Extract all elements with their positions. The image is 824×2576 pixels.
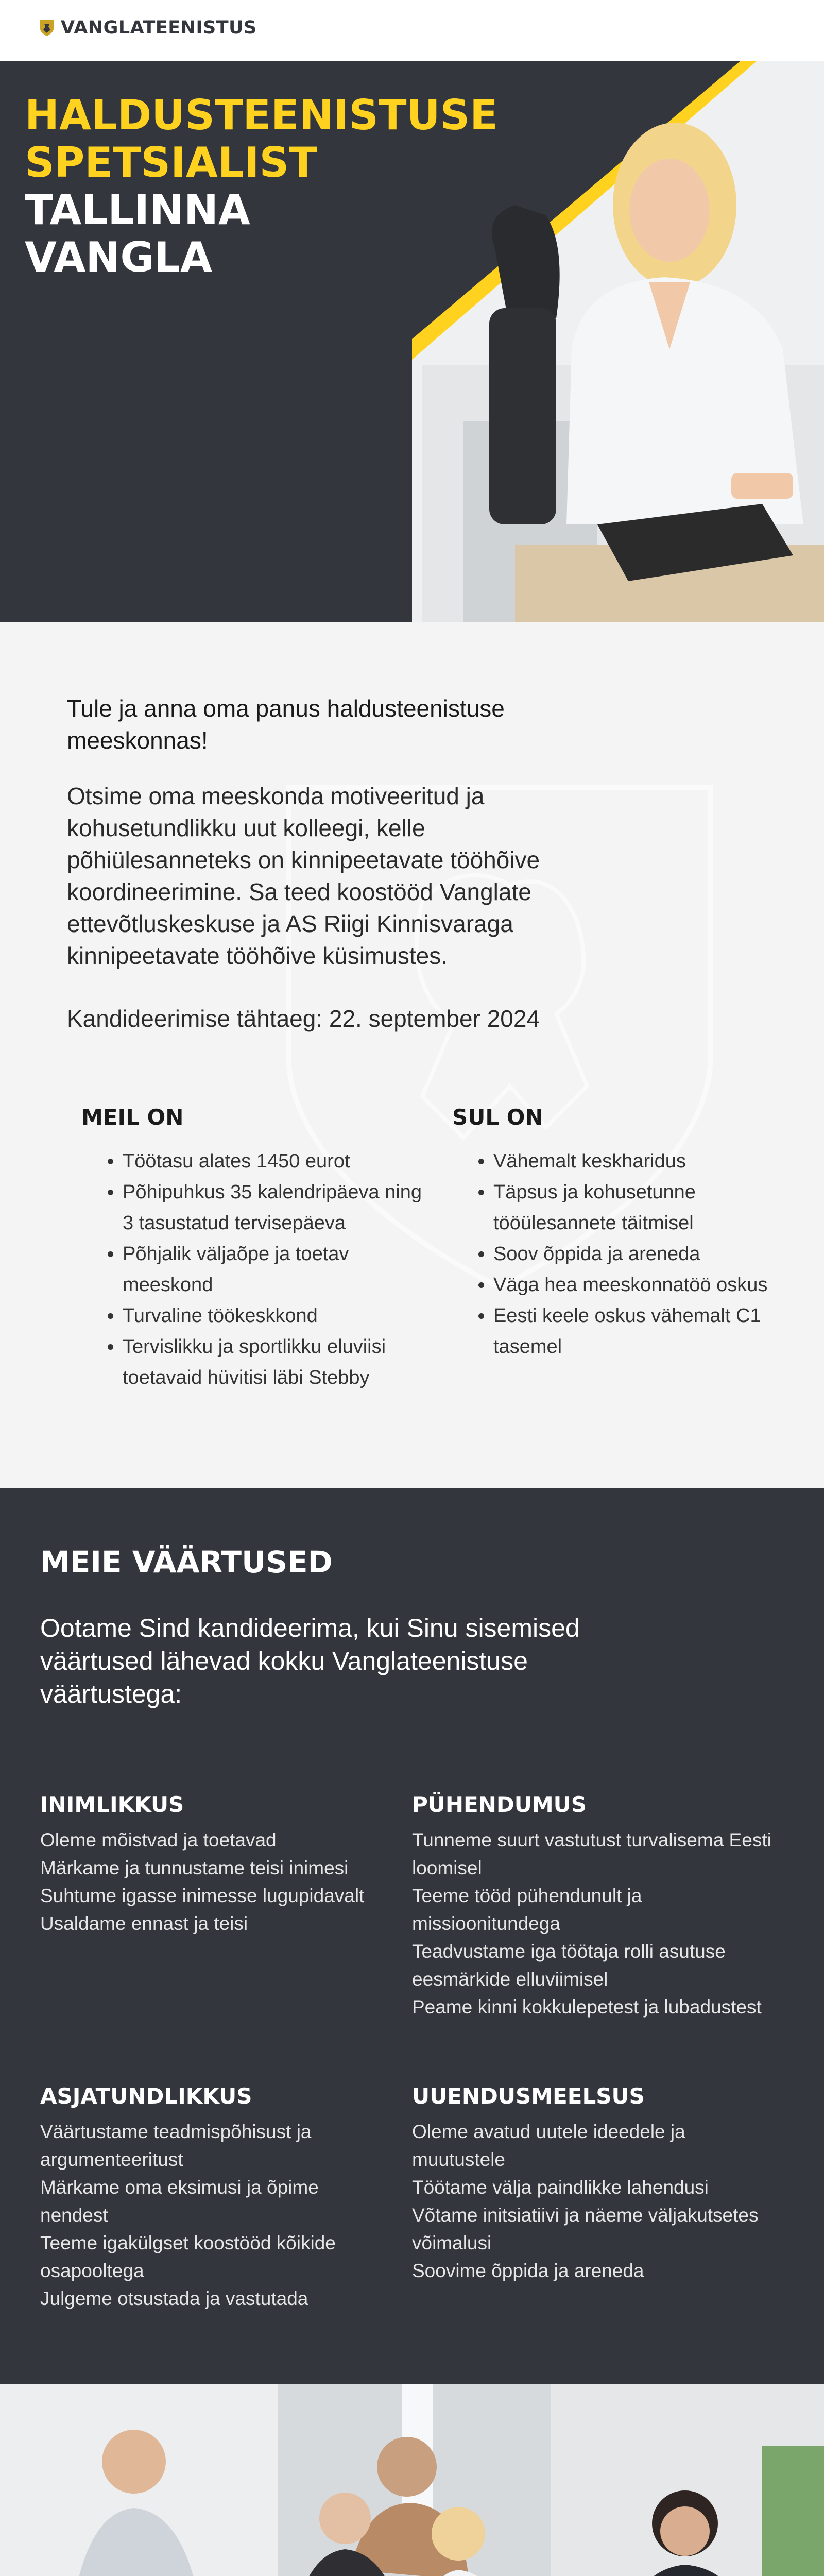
application-deadline: Kandideerimise tähtaeg: 22. september 2024 <box>67 1005 540 1032</box>
team-photo-strip <box>0 2384 824 2576</box>
value-block-puhendumus <box>412 1792 772 2021</box>
list-item: • Põhjalik väljaõpe ja toetav meeskond <box>123 1239 438 1300</box>
intro-lead: Tule ja anna oma panus haldusteenistuse meeskonnas! <box>67 695 505 754</box>
hero-banner <box>0 61 824 622</box>
value-line: Märkame ja tunnustame teisi inimesi <box>40 1857 349 1878</box>
requirements-heading: SUL ON <box>452 1105 543 1130</box>
value-line: Väärtustame teadmispõhisust ja argumenteeritust <box>40 2121 312 2170</box>
value-title: INIMLIKKUS <box>40 1792 184 1817</box>
shield-logo-icon <box>39 19 55 37</box>
value-line: Soovime õppida ja areneda <box>412 2260 644 2281</box>
team-photo <box>0 2384 824 2576</box>
value-line: Teadvustame iga töötaja rolli asutuse eesmärkide elluviimisel <box>412 1941 726 1990</box>
value-line: Teeme tööd pühendunult ja missioonitundega <box>412 1885 642 1934</box>
value-line: Usaldame ennast ja teisi <box>40 1913 248 1934</box>
value-line: Töötame välja paindlikke lahendusi <box>412 2177 709 2198</box>
top-bar <box>0 0 824 61</box>
benefits-list <box>98 1146 438 1393</box>
list-item: • Väga hea meeskonnatöö oskus <box>493 1269 788 1300</box>
list-item: • Soov õppida ja areneda <box>493 1239 788 1269</box>
value-title: ASJATUNDLIKKUS <box>40 2083 252 2109</box>
value-line: Teeme igakülgset koostööd kõikide osapooltega <box>40 2232 336 2281</box>
brand-name: VANGLATEENISTUS <box>61 18 257 38</box>
value-line: Tunneme suurt vastutust turvalisema Eesti loomisel <box>412 1829 771 1878</box>
value-block-asjatundlikkus <box>40 2083 390 2313</box>
value-line: Oleme mõistvad ja toetavad <box>40 1829 277 1851</box>
value-line: Peame kinni kokkulepetest ja lubadustest <box>412 1996 762 2018</box>
value-block-inimlikkus <box>40 1792 390 1938</box>
hero-title-line: VANGLA <box>25 233 212 281</box>
list-item: • Töötasu alates 1450 eurot <box>123 1146 438 1177</box>
value-line: Märkame oma eksimusi ja õpime nendest <box>40 2177 319 2226</box>
list-item: • Tervislikku ja sportlikku eluviisi toetavaid hüvitisi läbi Stebby <box>123 1331 438 1393</box>
values-section <box>0 1488 824 2384</box>
list-item: • Eesti keele oskus vähemalt C1 tasemel <box>493 1300 788 1362</box>
hero-title-line: TALLINNA <box>25 186 250 234</box>
values-heading: MEIE VÄÄRTUSED <box>40 1545 333 1580</box>
value-line: Suhtume igasse inimesse lugupidavalt <box>40 1885 365 1906</box>
list-item: • Põhipuhkus 35 kalendripäeva ning 3 tasustatud tervisepäeva <box>123 1177 438 1239</box>
hero-title-line: SPETSIALIST <box>25 139 317 187</box>
requirements-list <box>469 1146 788 1362</box>
value-title: PÜHENDUMUS <box>412 1792 587 1817</box>
value-block-uuendusmeelsus <box>412 2083 772 2285</box>
value-line: Võtame initsiatiivi ja näeme väljakutsetes võimalusi <box>412 2205 759 2253</box>
list-item: • Turvaline töökeskkond <box>123 1300 438 1331</box>
brand-logo[interactable] <box>39 18 257 38</box>
value-title: UUENDUSMEELSUS <box>412 2083 645 2109</box>
list-item: • Täpsus ja kohusetunne tööülesannete täitmisel <box>493 1177 788 1239</box>
intro-section <box>0 622 824 1488</box>
benefits-heading: MEIL ON <box>81 1105 184 1130</box>
value-line: Oleme avatud uutele ideedele ja muutustele <box>412 2121 685 2170</box>
hero-title <box>25 92 498 281</box>
list-item: • Vähemalt keskharidus <box>493 1146 788 1177</box>
hero-title-line: HALDUSTEENISTUSE <box>25 91 498 139</box>
values-lead: Ootame Sind kandideerima, kui Sinu sisemised väärtused lähevad kokku Vanglateenistuse väärtustega: <box>40 1614 580 1708</box>
value-line: Julgeme otsustada ja vastutada <box>40 2288 308 2309</box>
intro-body: Otsime oma meeskonda motiveeritud ja kohusetundlikku uut kolleegi, kelle põhiülesanneteks on kinnipeetavate tööhõive koordineerimine. Sa teed koostööd Vanglate ettevõtluskeskuse ja AS Riigi Kinnisvaraga kinnipeetavate tööhõive küsimustes. <box>67 783 540 969</box>
